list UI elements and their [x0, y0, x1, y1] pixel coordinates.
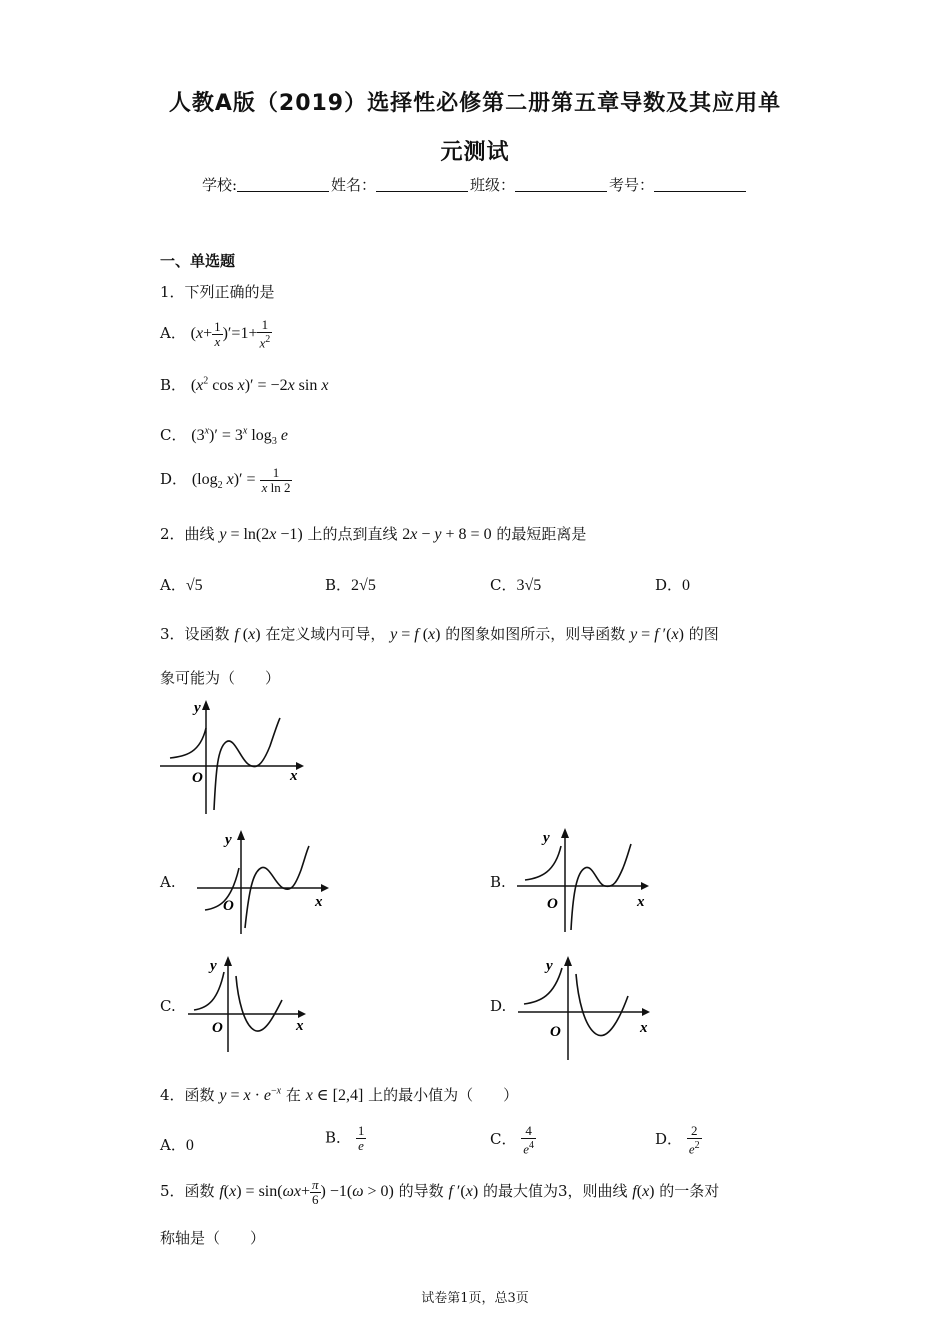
student-info-row — [0, 174, 950, 195]
q2-option-d-label: D． — [655, 576, 683, 594]
q4-option-b-label: B． — [325, 1128, 352, 1147]
q3-stem-a: 3．设函数 — [160, 625, 230, 643]
q4-option-b[interactable]: B． $\frac{1}{e}$ — [325, 1123, 365, 1153]
q4-stem-suffix: 上的最小值为（ ） — [368, 1086, 519, 1104]
page-title-line2: 元测试 — [440, 140, 510, 165]
q5-stem-prefix: 5．函数 — [160, 1182, 215, 1201]
option-c-origin: O — [212, 1020, 223, 1036]
q3-option-a-label[interactable]: A. — [160, 873, 176, 891]
q1-option-c-label: C． — [160, 426, 187, 444]
q1-option-b-label: B． — [160, 376, 187, 394]
q2-option-a-value: √5 — [185, 577, 203, 594]
q4-option-a[interactable] — [160, 1134, 194, 1155]
q3-option-d-graph[interactable] — [516, 954, 656, 1062]
q2-option-d-value: 0 — [682, 577, 691, 594]
option-a-y-label: y — [225, 832, 232, 848]
q3-stem-b: 在定义域内可导， — [265, 625, 386, 643]
option-b-origin: O — [547, 896, 558, 912]
name-blank[interactable] — [376, 176, 468, 192]
q2-stem-suffix: 的最短距离是 — [496, 525, 587, 543]
school-label: 学校: — [201, 176, 237, 194]
option-c-x-label: x — [296, 1018, 304, 1034]
page-title-line1: 人教A版（2019）选择性必修第二册第五章导数及其应用单 — [168, 91, 782, 116]
name-label: 姓名： — [331, 176, 377, 194]
q2-option-d[interactable] — [655, 574, 690, 595]
q1-stem: 1．下列正确的是 — [160, 283, 275, 301]
q3-stem-d: 的图 — [688, 625, 719, 643]
option-a-origin: O — [223, 898, 234, 914]
q3-stem-line2: 象可能为（ ） — [160, 669, 281, 687]
class-label: 班级： — [470, 176, 516, 194]
q1-option-c[interactable]: C． $(3^x)' = 3^x$ $\log_3 e$ — [160, 425, 288, 448]
q4-option-d-label: D． — [655, 1130, 683, 1149]
option-d-y-label: y — [546, 958, 553, 974]
q4-stem: 4．函数 $y = x \cdot e^{-x}$ 在 x ∈ [2,4] 上的最小值为（ ） — [160, 1085, 519, 1104]
q5-stem-line2: 称轴是（ ） — [160, 1229, 266, 1247]
q3-stem-line1: 3．设函数 f (x) 在定义域内可导， y = f (x) 的图象如图所示，则导函数 y = f ′(x) 的图 — [160, 625, 719, 643]
q4-option-a-label: A． — [160, 1136, 186, 1154]
q4-stem-mid: 在 — [285, 1086, 301, 1104]
option-d-x-label: x — [640, 1020, 648, 1036]
q1-option-b[interactable]: B． ($x^2$ cos x)′ = −2x sin x — [160, 375, 329, 394]
q5-stem-suffix: 的最大值为3，则曲线 — [482, 1182, 628, 1201]
option-c-y-label: y — [210, 958, 217, 974]
q4-option-c[interactable]: C． $\frac{4}{e^4}$ — [490, 1123, 535, 1157]
section-heading: 一、单选题 — [160, 252, 236, 270]
q2-stem-mid: 上的点到直线 — [307, 525, 398, 543]
exam-no-label: 考号： — [609, 176, 655, 194]
q2-stem: 2．曲线 y = ln(2x −1) 上的点到直线 2x − y + 8 = 0 的最短距离是 — [160, 525, 587, 543]
school-blank[interactable] — [237, 176, 329, 192]
q3-option-c-graph[interactable] — [186, 954, 316, 1054]
q1-option-d[interactable]: D． ($\log_2$ x)′ = $\frac{1}{\text{x ln 2}}$ — [160, 465, 291, 495]
q2-option-b[interactable] — [325, 574, 376, 595]
q3-option-c-label[interactable]: C. — [160, 997, 176, 1015]
q1-option-a-label: A． — [160, 323, 186, 342]
q5-stem-mid: 的导数 — [398, 1182, 444, 1201]
q5-stem-end: 的一条对 — [659, 1182, 720, 1201]
q4-stem-prefix: 4．函数 — [160, 1086, 215, 1104]
q2-option-b-value: 2√5 — [351, 577, 376, 594]
page-footer: 试卷第1页，总3页 — [421, 1291, 529, 1306]
q2-option-c-value: 3√5 — [516, 577, 542, 594]
q3-given-graph — [158, 698, 308, 816]
q1-option-d-label: D． — [160, 470, 188, 489]
q2-option-c-label: C． — [490, 576, 517, 594]
q3-option-a-graph[interactable] — [195, 828, 335, 936]
q2-stem-prefix: 2．曲线 — [160, 525, 215, 543]
q2-option-a[interactable] — [160, 574, 203, 595]
q2-option-a-label: A． — [160, 576, 186, 594]
option-b-y-label: y — [543, 830, 550, 846]
q5-stem-line1: 5．函数 f(x) = sin(ωx+ $\frac{\pi}{6}$ ) −1(ω > 0) 的导数 f ′(x) 的最大值为3，则曲线 f(x) 的一条对 — [160, 1177, 720, 1207]
exam-no-blank[interactable] — [654, 176, 746, 192]
graph-y-label: y — [194, 700, 201, 716]
graph-x-label: x — [290, 768, 298, 784]
option-a-x-label: x — [315, 894, 323, 910]
q3-stem-c: 的图象如图所示，则导函数 — [445, 625, 626, 643]
q3-option-d-label[interactable]: D. — [490, 997, 507, 1015]
q4-option-d[interactable]: D． $\frac{2}{e^2}$ — [655, 1123, 700, 1157]
q4-option-a-value: 0 — [185, 1137, 194, 1154]
option-d-origin: O — [550, 1024, 561, 1040]
q3-option-b-label[interactable]: B. — [490, 873, 506, 891]
q4-option-c-label: C． — [490, 1130, 517, 1149]
graph-origin-label: O — [192, 770, 203, 786]
class-blank[interactable] — [515, 176, 607, 192]
q3-option-b-graph[interactable] — [515, 826, 655, 934]
q2-option-b-label: B． — [325, 576, 352, 594]
q1-option-a[interactable]: A． (x+ $\frac{1}{x}$ )′=1+ $\frac{1}{x^2}$ — [160, 317, 271, 351]
q2-option-c[interactable] — [490, 574, 541, 595]
option-b-x-label: x — [637, 894, 645, 910]
